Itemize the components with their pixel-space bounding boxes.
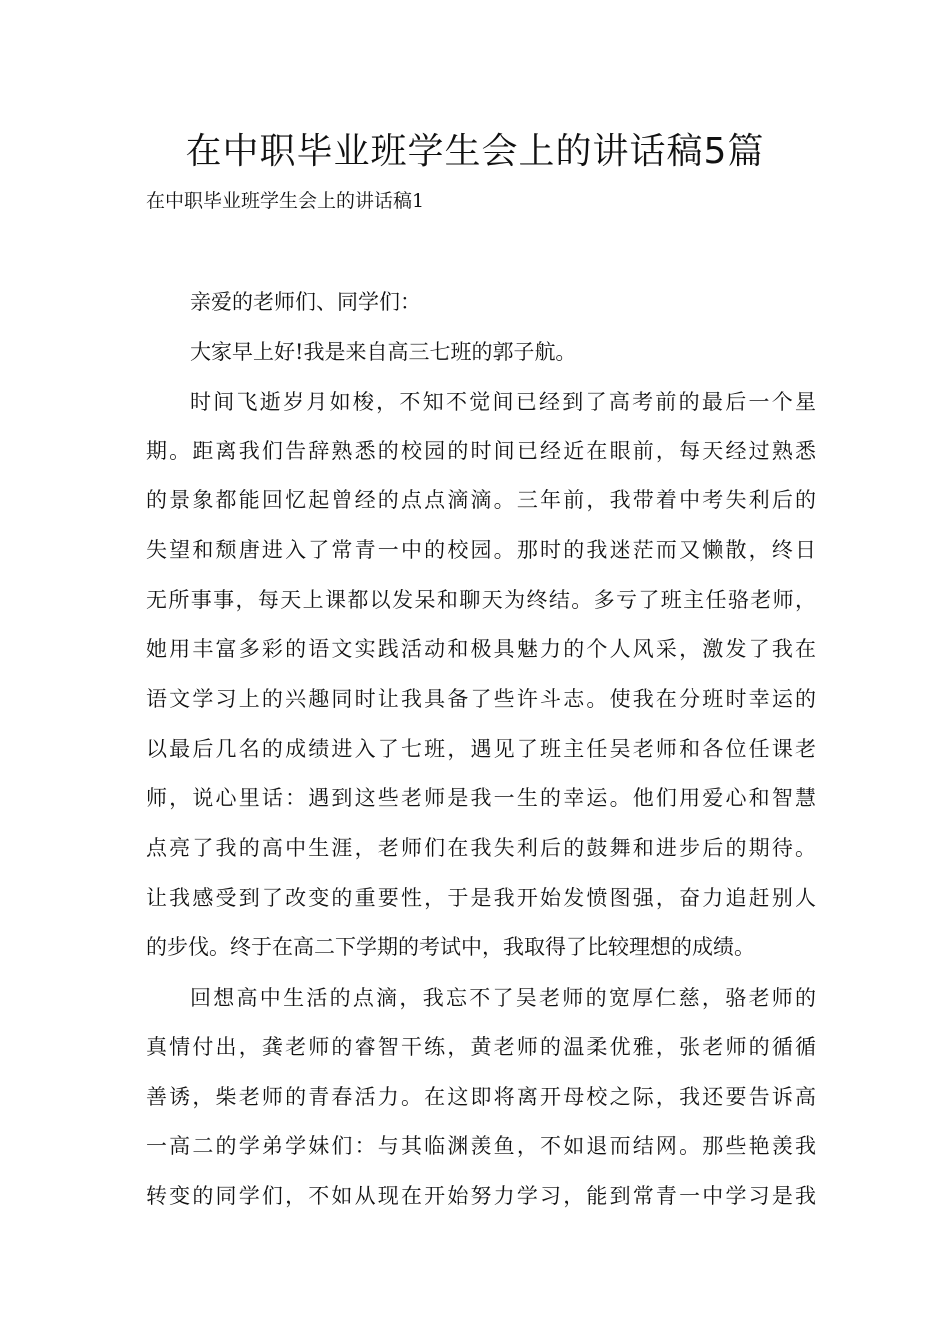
document-title: 在中职毕业班学生会上的讲话稿5篇 (185, 131, 765, 172)
text-line: 以最后几名的成绩进入了七班，遇见了班主任吴老师和各位任课老 (146, 737, 816, 761)
text-line: 的步伐。终于在高二下学期的考试中，我取得了比较理想的成绩。 (146, 935, 755, 959)
text-line: 一高二的学弟学妹们：与其临渊羡鱼，不如退而结网。那些艳羡我 (146, 1134, 816, 1158)
text-line: 语文学习上的兴趣同时让我具备了些许斗志。使我在分班时幸运的 (146, 687, 816, 711)
text-line: 失望和颓唐进入了常青一中的校园。那时的我迷茫而又懒散，终日 (146, 538, 816, 562)
text-line: 点亮了我的高中生涯，老师们在我失利后的鼓舞和进步后的期待。 (146, 836, 816, 860)
text-line: 让我感受到了改变的重要性，于是我开始发愤图强，奋力追赶别人 (146, 886, 816, 910)
text-line: 的景象都能回忆起曾经的点点滴滴。三年前，我带着中考失利后的 (146, 488, 816, 512)
text-line: 亲爱的老师们、同学们： (190, 290, 421, 314)
text-line: 回想高中生活的点滴，我忘不了吴老师的宽厚仁慈，骆老师的 (190, 986, 816, 1010)
text-line: 转变的同学们，不如从现在开始努力学习，能到常青一中学习是我 (146, 1184, 816, 1208)
text-line: 真情付出，龚老师的睿智干练，黄老师的温柔优雅，张老师的循循 (146, 1035, 816, 1059)
text-line: 她用丰富多彩的语文实践活动和极具魅力的个人风采，激发了我在 (146, 637, 816, 661)
document-subtitle: 在中职毕业班学生会上的讲话稿1 (146, 190, 425, 212)
text-line: 大家早上好!我是来自高三七班的郭子航。 (190, 340, 577, 364)
text-line: 期。距离我们告辞熟悉的校园的时间已经近在眼前，每天经过熟悉 (146, 439, 816, 463)
text-line: 师，说心里话：遇到这些老师是我一生的幸运。他们用爱心和智慧 (146, 786, 816, 810)
text-line: 时间飞逝岁月如梭，不知不觉间已经到了高考前的最后一个星 (190, 390, 816, 414)
text-line: 无所事事，每天上课都以发呆和聊天为终结。多亏了班主任骆老师， (146, 588, 816, 612)
text-line: 善诱，柴老师的青春活力。在这即将离开母校之际，我还要告诉高 (146, 1085, 816, 1109)
